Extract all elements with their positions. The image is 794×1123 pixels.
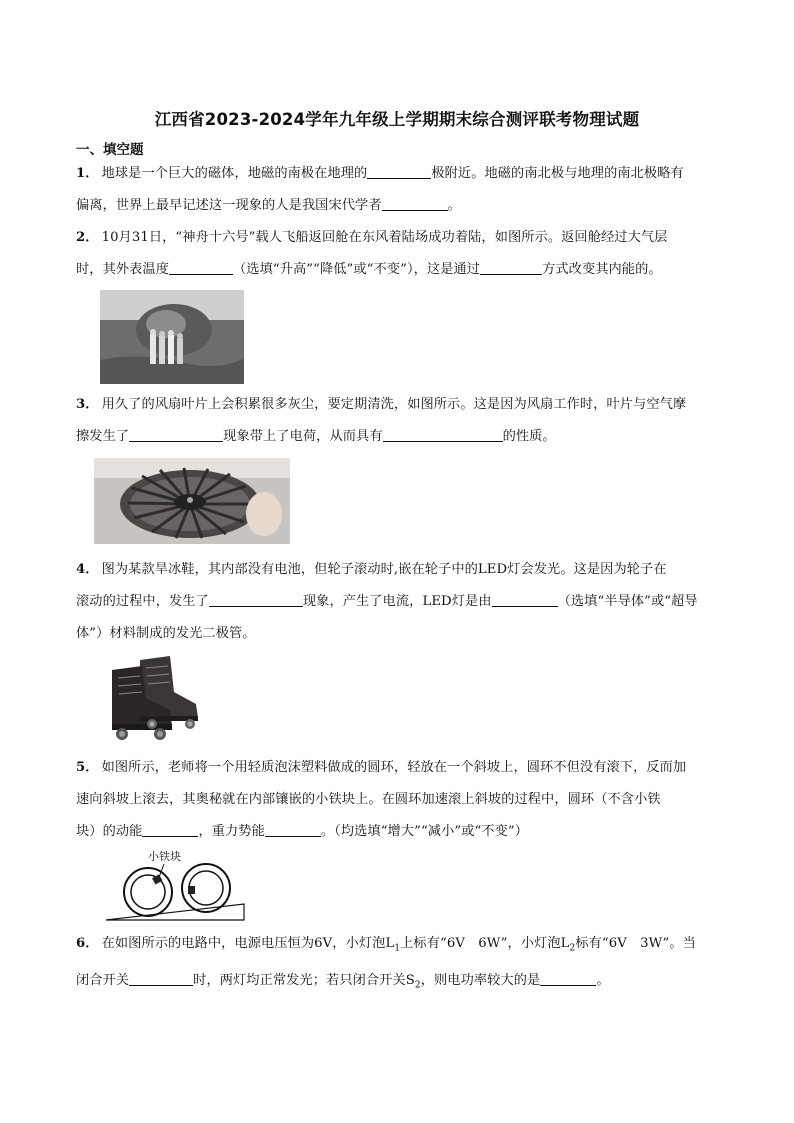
question-text: 闭合开关 — [76, 972, 130, 988]
question-text: 滚动的过程中，发生了 — [76, 594, 209, 609]
subscript: 2 — [569, 943, 576, 954]
question-text: ，重力势能 — [198, 824, 265, 839]
answer-blank[interactable] — [169, 259, 233, 275]
answer-blank[interactable] — [492, 591, 558, 607]
section-heading: 一、填空题 — [76, 142, 144, 158]
question-number: 1． — [76, 166, 99, 181]
question-text: 用久了的风扇叶片上会积累很多灰尘，要定期清洗，如图所示。这是因为风扇工作时，叶片与空气摩 — [101, 397, 687, 412]
answer-blank[interactable] — [382, 195, 448, 211]
question-text: （选填“升高”“降低”或“不变”），这是通过 — [233, 262, 481, 277]
answer-blank[interactable] — [209, 591, 303, 607]
question-1 — [76, 158, 748, 222]
answer-blank[interactable] — [480, 259, 542, 275]
question-text: ，则电功率较大的是 — [420, 972, 541, 988]
capsule-photo — [100, 290, 244, 384]
question-text: 10月31日，“神舟十六号”载人飞船返回舱在东风着陆场成功着陆，如图所示。返回舱经过大气层 — [101, 230, 668, 245]
question-text: 。 — [596, 972, 610, 988]
answer-blank[interactable] — [129, 426, 223, 442]
ring-on-slope-diagram — [104, 846, 250, 924]
subscript: 2 — [414, 980, 421, 991]
answer-blank[interactable] — [265, 821, 321, 837]
question-6 — [76, 928, 748, 1001]
question-text: 擦发生了 — [76, 429, 130, 444]
question-text: 上标有“6V 6W”，小灯泡L — [400, 936, 570, 951]
question-text: 在如图所示的电路中，电源电压恒为6V，小灯泡L — [101, 936, 395, 951]
question-text: 体”）材料制成的发光二极管。 — [76, 626, 256, 641]
fan-blade-photo — [94, 458, 290, 544]
roller-skates-photo — [100, 654, 204, 742]
question-text: 。 — [447, 198, 461, 213]
question-text: 。（均选填“增大”“减小”或“不变”） — [320, 824, 529, 839]
question-number: 2． — [76, 230, 99, 245]
question-number: 5． — [76, 760, 99, 775]
question-number: 3． — [76, 397, 99, 412]
question-text: 现象，产生了电流，LED灯是由 — [302, 594, 492, 609]
question-text: 速向斜坡上滚去，其奥秘就在内部镶嵌的小铁块上。在圆环加速滚上斜坡的过程中，圆环（不含小铁 — [76, 792, 661, 807]
question-text: 标有“6V 3W”。当 — [575, 936, 696, 951]
question-text: 地球是一个巨大的磁体，地磁的南极在地理的 — [101, 166, 368, 181]
answer-blank[interactable] — [383, 426, 503, 442]
question-4 — [76, 554, 748, 650]
question-text: 块）的动能 — [76, 824, 143, 839]
question-text: 图为某款旱冰鞋，其内部没有电池，但轮子滚动时,嵌在轮子中的LED灯会发光。这是因为轮子在 — [101, 562, 667, 577]
question-text: 时，两灯均正常发光；若只闭合开关S — [193, 972, 415, 988]
question-text: 偏离，世界上最早记述这一现象的人是我国宋代学者 — [76, 198, 382, 213]
answer-blank[interactable] — [540, 970, 596, 986]
question-text: 如图所示，老师将一个用轻质泡沫塑料做成的圆环，轻放在一个斜坡上，圆环不但没有滚下，反而加 — [101, 760, 687, 775]
answer-blank[interactable] — [142, 821, 198, 837]
question-3 — [76, 389, 748, 453]
subscript: 1 — [394, 943, 401, 954]
question-text: 现象带上了电荷，从而具有 — [223, 429, 383, 444]
question-number: 4． — [76, 562, 99, 577]
answer-blank[interactable] — [367, 163, 431, 179]
question-number: 6． — [76, 936, 99, 951]
question-text: 极附近。地磁的南北极与地理的南北极略有 — [431, 166, 684, 181]
iron-block-label: 小铁块 — [148, 850, 181, 863]
question-text: （选填“半导体”或“超导 — [557, 594, 698, 609]
question-text: 的性质。 — [502, 429, 556, 444]
question-2 — [76, 222, 748, 286]
question-text: 时，其外表温度 — [76, 262, 170, 277]
question-5 — [76, 752, 748, 848]
question-text: 方式改变其内能的。 — [542, 262, 662, 277]
answer-blank[interactable] — [129, 970, 193, 986]
page-title: 江西省2023-2024学年九年级上学期期末综合测评联考物理试题 — [154, 110, 640, 129]
